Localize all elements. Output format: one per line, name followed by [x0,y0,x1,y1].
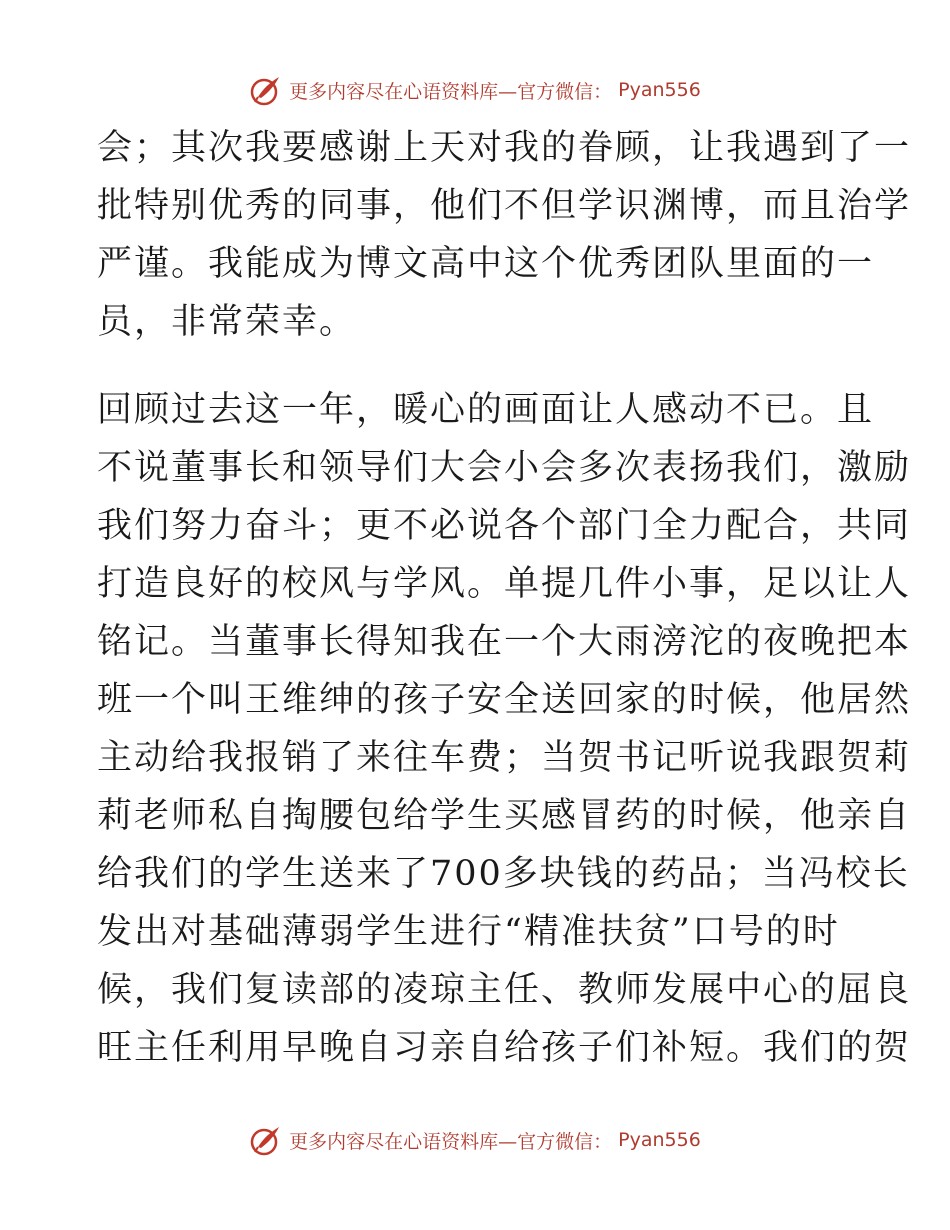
text-line: 会；其次我要感谢上天对我的眷顾，让我遇到了一 [97,128,912,168]
text-line: 班一个叫王维绅的孩子安全送回家的时候，他居然 [97,680,912,720]
text-line: 不说董事长和领导们大会小会多次表扬我们，激励 [97,448,912,488]
paragraph-gap [97,351,857,381]
header-banner-handle: Pyan556 [618,79,701,101]
text-line: 我们努力奋斗；更不必说各个部门全力配合，共同 [97,506,912,546]
text-line: 发出对基础薄弱学生进行“精准扶贫”口号的时 [97,912,840,952]
text-line: 候，我们复读部的凌琼主任、教师发展中心的屈良 [97,970,912,1010]
text-line: 批特别优秀的同事，他们不但学识渊博，而且治学 [97,186,912,226]
quill-logo-icon [249,73,283,107]
text-line: 打造良好的校风与学风。单提几件小事，足以让人 [97,564,912,604]
footer-banner-text: 更多内容尽在心语资料库—官方微信： [289,1130,613,1153]
footer-banner [0,1120,950,1160]
text-line: 莉老师私自掏腰包给学生买感冒药的时候，他亲自 [97,796,912,836]
text-line: 员，非常荣幸。 [97,302,357,342]
quill-logo-icon [249,1123,283,1157]
text-line: 严谨。我能成为博文高中这个优秀团队里面的一 [97,244,875,284]
text-line: 铭记。当董事长得知我在一个大雨滂沱的夜晚把本 [97,622,912,662]
text-line: 给我们的学生送来了700多块钱的药品；当冯校长 [97,854,910,894]
text-line: 主动给我报销了来往车费；当贺书记听说我跟贺莉 [97,738,912,778]
header-banner [0,70,950,110]
header-banner-text: 更多内容尽在心语资料库—官方微信： [289,80,613,103]
text-line: 旺主任利用早晚自习亲自给孩子们补短。我们的贺 [97,1028,912,1068]
document-body [97,119,912,1077]
text-line: 回顾过去这一年，暖心的画面让人感动不已。且 [97,390,875,430]
footer-banner-handle: Pyan556 [618,1129,701,1151]
